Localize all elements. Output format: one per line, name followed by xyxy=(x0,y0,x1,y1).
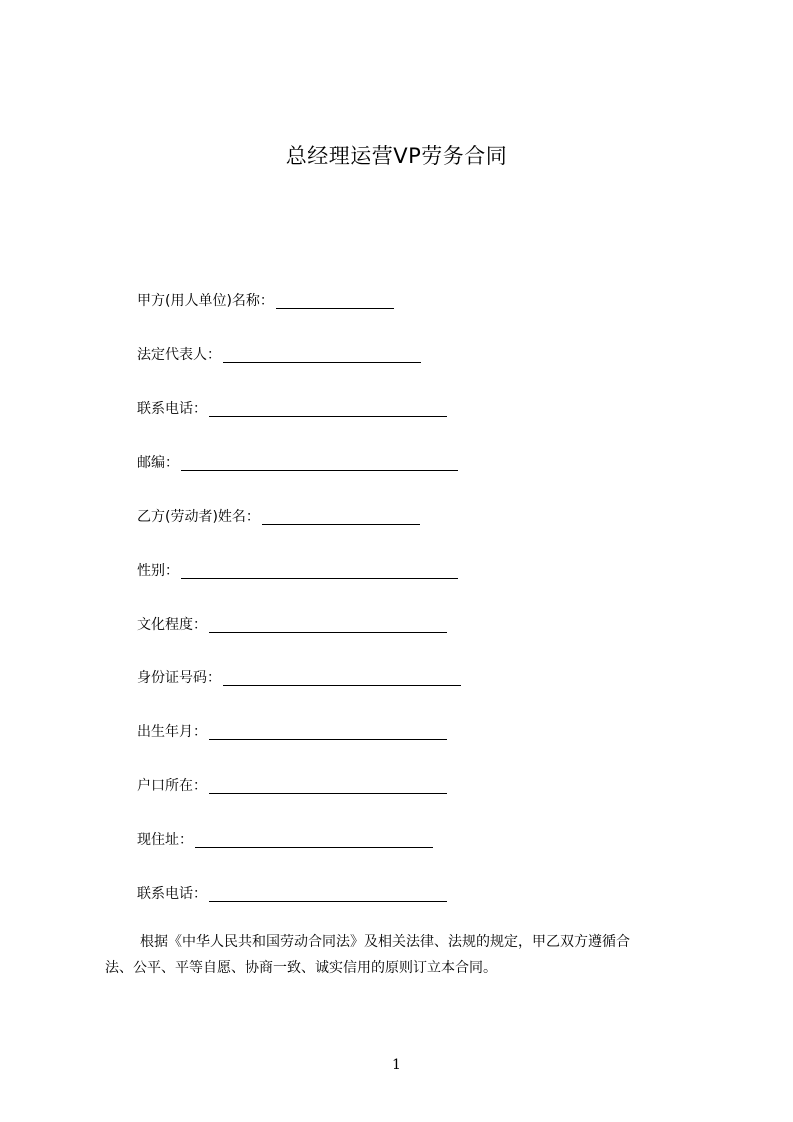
field-label: 邮编： xyxy=(137,455,179,471)
fill-in-line[interactable] xyxy=(262,506,420,525)
fill-in-line[interactable] xyxy=(181,452,458,471)
fill-in-line[interactable] xyxy=(209,721,447,740)
field-postal-code xyxy=(137,452,458,474)
field-legal-representative xyxy=(137,344,421,366)
field-label: 户口所在： xyxy=(137,778,207,794)
field-current-address xyxy=(137,829,433,851)
field-household-registration xyxy=(137,775,447,797)
field-label: 出生年月： xyxy=(137,724,207,740)
field-label: 身份证号码： xyxy=(137,670,221,686)
paragraph-line: 法、公平、平等自愿、协商一致、诚实信用的原则订立本合同。 xyxy=(105,960,497,976)
field-id-number xyxy=(137,667,461,689)
fill-in-line[interactable] xyxy=(223,667,461,686)
fill-in-line[interactable] xyxy=(276,290,394,309)
field-label: 现住址： xyxy=(137,832,193,848)
fill-in-line[interactable] xyxy=(209,883,447,902)
page-number: 1 xyxy=(392,1057,401,1073)
fill-in-line[interactable] xyxy=(181,560,458,579)
field-label: 联系电话： xyxy=(137,886,207,902)
field-label: 联系电话： xyxy=(137,401,207,417)
fill-in-line[interactable] xyxy=(209,614,447,633)
fill-in-line[interactable] xyxy=(209,775,447,794)
fill-in-line[interactable] xyxy=(195,829,433,848)
preamble-paragraph xyxy=(105,929,705,981)
field-employer-phone xyxy=(137,398,447,420)
field-employee-name xyxy=(137,506,420,528)
field-gender xyxy=(137,560,458,582)
field-education xyxy=(137,614,447,636)
field-employer-name xyxy=(137,290,394,312)
field-label: 乙方(劳动者)姓名： xyxy=(137,509,260,525)
document-title: 总经理运营VP劳务合同 xyxy=(285,144,508,168)
field-label: 法定代表人： xyxy=(137,347,221,363)
field-birth-date xyxy=(137,721,447,743)
fill-in-line[interactable] xyxy=(209,398,447,417)
field-label: 甲方(用人单位)名称： xyxy=(137,293,274,309)
field-employee-phone xyxy=(137,883,447,905)
field-label: 文化程度： xyxy=(137,617,207,633)
fill-in-line[interactable] xyxy=(223,344,421,363)
field-label: 性别： xyxy=(137,563,179,579)
paragraph-line: 根据《中华人民共和国劳动合同法》及相关法律、法规的规定，甲乙双方遵循合 xyxy=(140,934,630,950)
